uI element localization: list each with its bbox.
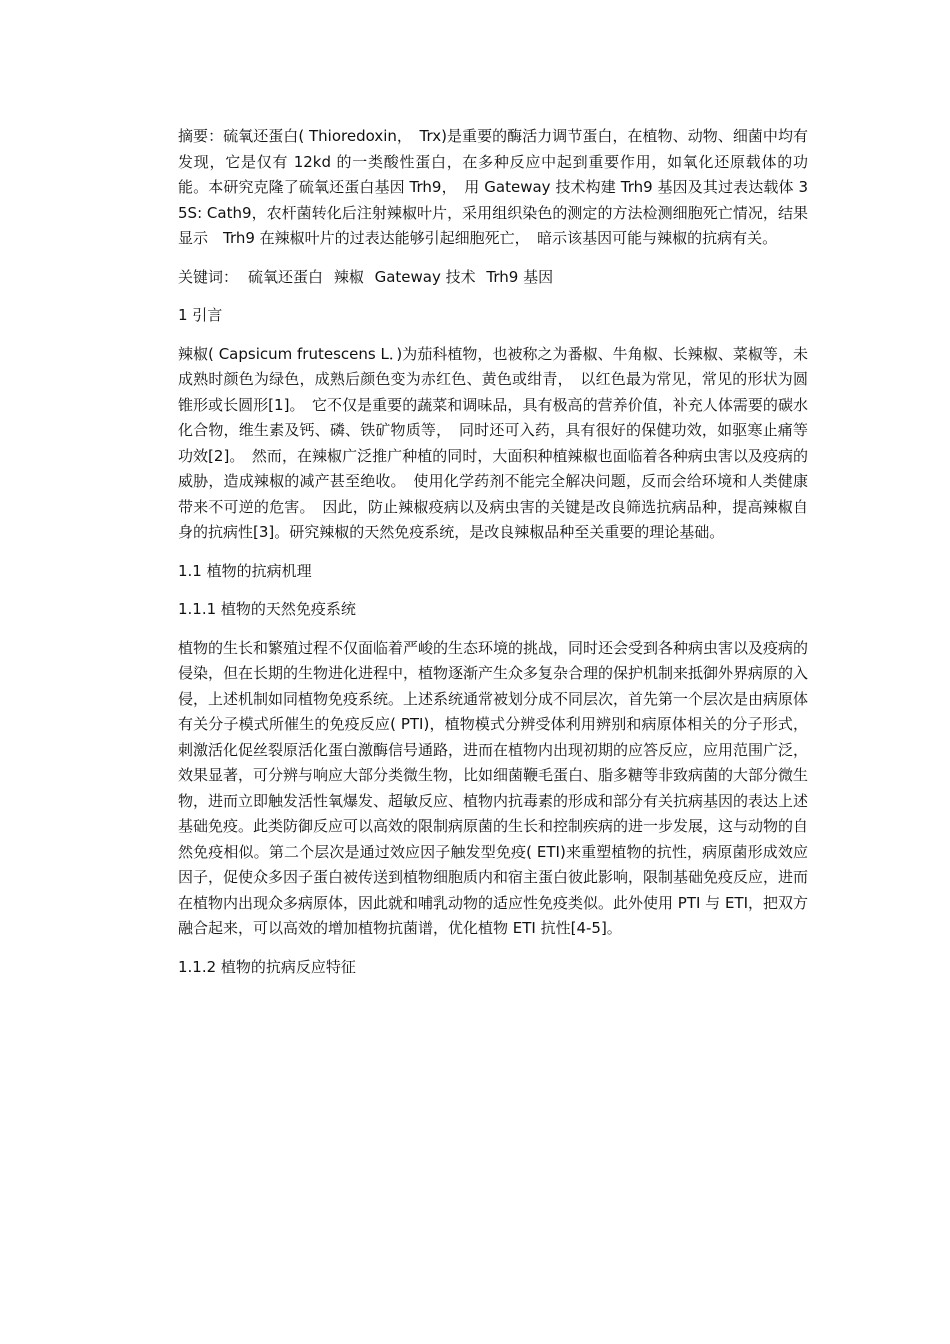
abstract-paragraph: 摘要：硫氧还蛋白( Thioredoxin， Trx)是重要的酶活力调节蛋白，在植物、动物、细菌中均有发现，它是仅有 12kd 的一类酸性蛋白，在多种反应中起到重要作用，如氧化还原载体的功能。本研究克隆了硫氧还蛋白基因 Trh9， 用 Gateway 技术构建 Trh9 基因及其过表达载体 35S: Cath9，农杆菌转化后注射辣椒叶片，采用组织染色的测定的方法检测细胞死亡情况，结果显示 Trh9 在辣椒叶片的过表达能够引起细胞死亡， 暗示该基因可能与辣椒的抗病有关。 [178, 127, 808, 247]
document-page [178, 124, 808, 993]
section-heading-1-1: 1.1 植物的抗病机理 [178, 561, 312, 580]
section-heading-1-1-1: 1.1.1 植物的天然免疫系统 [178, 600, 356, 618]
keyword-item: 辣椒 [333, 267, 364, 286]
intro-paragraph: 辣椒( Capsicum frutescens L．)为茄科植物，也被称之为番椒、牛角椒、长辣椒、菜椒等，未成熟时颜色为绿色，成熟后颜色变为赤红色、黄色或绀青， 以红色最为常见，常见的形状为圆锥形或长圆形[1]。 它不仅是重要的蔬菜和调味品，具有极高的营养价值，补充人体需要的碳水化合物，维生素及钙、磷、铁矿物质等， 同时还可入药，具有很好的保健功效，如驱寒止痛等功效[2]。 然而，在辣椒广泛推广种植的同时，大面积种植辣椒也面临着各种病虫害以及疫病的威胁，造成辣椒的减产甚至绝收。 使用化学药剂不能完全解决问题，反而会给环境和人类健康带来不可逆的危害。 因此，防止辣椒疫病以及病虫害的关键是改良筛选抗病品种，提高辣椒自身的抗病性[3]。研究辣椒的天然免疫系统，是改良辣椒品种至关重要的理论基础。 [178, 344, 808, 541]
keyword-item: Gateway 技术 [374, 267, 476, 286]
section-heading-1-1-2: 1.1.2 植物的抗病反应特征 [178, 957, 356, 976]
keyword-item: 硫氧还蛋白 [248, 267, 324, 286]
immune-system-paragraph: 植物的生长和繁殖过程不仅面临着严峻的生态环境的挑战，同时还会受到各种病虫害以及疫病的侵染，但在长期的生物进化进程中，植物逐渐产生众多复杂合理的保护机制来抵御外界病原的入侵，上述机制如同植物免疫系统。上述系统通常被划分成不同层次，首先第一个层次是由病原体有关分子模式所催生的免疫反应( PTI)，植物模式分辨受体利用辨别和病原体相关的分子形式，刺激活化促丝裂原活化蛋白激酶信号通路，进而在植物内出现初期的应答反应，应用范围广泛，效果显著，可分辨与响应大部分类微生物，比如细菌鞭毛蛋白、脂多糖等非致病菌的大部分微生物，进而立即触发活性氧爆发、超敏反应、植物内抗毒素的形成和部分有关抗病基因的表达上述基础免疫。此类防御反应可以高效的限制病原菌的生长和控制疾病的进一步发展，这与动物的自然免疫相似。第二个层次是通过效应因子触发型免疫( ETI)来重塑植物的抗性，病原菌形成效应因子，促使众多因子蛋白被传送到植物细胞质内和宿主蛋白彼此影响，限制基础免疫反应，进而在植物内出现众多病原体，因此就和哺乳动物的适应性免疫类似。此外使用 PTI 与 ETI，把双方融合起来，可以高效的增加植物抗菌谱，优化植物 ETI 抗性[4-5]。 [178, 638, 809, 937]
keywords-line [178, 265, 808, 291]
keywords-label: 关键词： [178, 267, 239, 286]
section-heading-intro: 1 引言 [178, 306, 223, 324]
keyword-item: Trh9 基因 [486, 267, 554, 286]
